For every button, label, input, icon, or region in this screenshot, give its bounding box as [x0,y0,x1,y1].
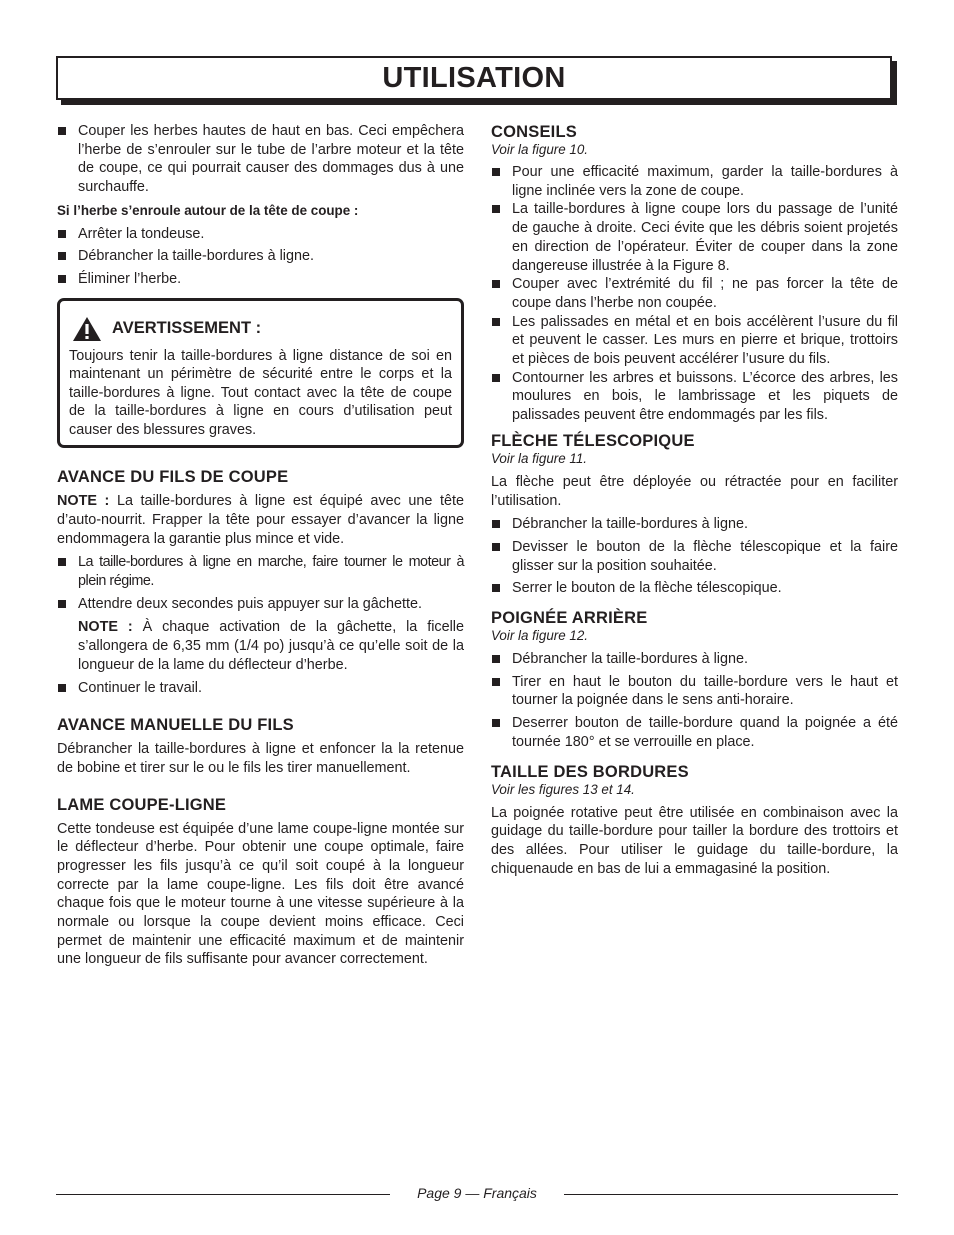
section-heading-manual: AVANCE MANUELLE DU FILS [57,716,294,735]
list-item: Débrancher la taille-bordures à ligne. [491,650,898,669]
section-heading-blade: LAME COUPE-LIGNE [57,795,227,814]
page-title-banner [56,56,892,100]
list-item: Débrancher la taille-bordures à ligne. [57,247,464,266]
list-item: Couper les herbes hautes de haut en bas. Ceci empêchera l’herbe de s’enrouler sur le tube de l’arbre moteur et la tête de coupe, ce qui pourrait causer des dommages dus à une surchauffe. [57,122,464,197]
list-item: Contourner les arbres et buissons. L’écorce des arbres, les moulures en bois, le lambrissage et les piquets de palissades peuvent être endommagés par les fils. [491,369,898,425]
bullet-square-icon [58,127,66,135]
intro-list [57,122,464,197]
section-heading-telescopic: FLÈCHE TÉLESCOPIQUE [491,431,695,450]
figure-reference: Voir la figure 12. [491,628,589,644]
footer-rule-right [564,1194,898,1195]
list-item: Deserrer bouton de taille-bordure quand la poignée a été tournée 180° et se verrouille en place. [491,714,898,751]
rear-handle-list [491,650,898,752]
list-item: La taille-bordures à ligne coupe lors du passage de l’unité de gauche à droite. Ceci évite que les débris soient projetés en direction de l’opérateur. Éviter de couper dans la zone dangereuse illustrée à la Figure 8. [491,200,898,275]
bullet-square-icon [58,600,66,608]
figure-reference: Voir la figure 11. [491,450,588,466]
bullet-square-icon [492,678,500,686]
bullet-square-icon [492,318,500,326]
bullet-square-icon [492,280,500,288]
telescopic-list [491,515,898,598]
bullet-square-icon [492,205,500,213]
page-number: Page 9 — Français [417,1185,537,1201]
right-column [491,122,898,878]
bullet-square-icon [492,543,500,551]
figure-reference: Voir les figures 13 et 14. [491,781,635,797]
footer-rule-left [56,1194,390,1195]
feed-list [57,553,464,613]
warning-box [57,298,464,449]
section-heading-feed: AVANCE DU FILS DE COUPE [57,468,289,487]
list-item: Pour une efficacité maximum, garder la taille-bordures à ligne inclinée vers la zone de coupe. [491,163,898,200]
warning-title: AVERTISSEMENT : [112,319,262,338]
warning-triangle-icon [72,316,102,342]
bullet-square-icon [492,719,500,727]
bullet-square-icon [58,252,66,260]
list-item: Tirer en haut le bouton du taille-bordure vers le haut et tourner la poignée dans le sens anti-horaire. [491,673,898,710]
list-item: La taille-bordures à ligne en marche, faire tourner le moteur à plein régime. [57,553,464,590]
bullet-square-icon [58,558,66,566]
list-item: Couper avec l’extrémité du fil ; ne pas forcer la tête de coupe dans l’herbe non coupée. [491,275,898,312]
bullet-square-icon [492,374,500,382]
warning-header [69,316,452,342]
feed-list-end [57,679,464,698]
bullet-square-icon [58,275,66,283]
list-item: Devisser le bouton de la flèche télescopique et la faire glisser sur la position souhaitée. [491,538,898,575]
list-item: Attendre deux secondes puis appuyer sur la gâchette. [57,595,464,614]
section-heading-rear-handle: POIGNÉE ARRIÈRE [491,609,648,628]
warning-text: Toujours tenir la taille-bordures à ligne distance de soi en maintenant un périmètre de sécurité entre le corps et la taille-bordures à ligne. Tout contact avec la tête de coupe de la taille-bordures à ligne en cours d’utilisation peut causer des blessures graves. [69,347,452,438]
left-column [57,122,464,969]
list-item: Débrancher la taille-bordures à ligne. [491,515,898,534]
manual-text: Débrancher la taille-bordures à ligne et enfoncer la la retenue de bobine et tirer sur le ou le fils les tirer manuellement. [57,741,464,776]
edging-text: La poignée rotative peut être utilisée en combinaison avec la guidage du taille-bordure pour tailler la bordure des trottoirs et des allées. Pour utiliser le guidage du taille-bordure, la chiquenaude en bas de lui a emmagasiné la position. [491,804,898,877]
section-heading-edging: TAILLE DES BORDURES [491,762,689,781]
telescopic-text: La flèche peut être déployée ou rétractée pour en faciliter l’utilisation. [491,473,898,509]
figure-reference: Voir la figure 10. [491,142,589,157]
blade-text: Cette tondeuse est équipée d’une lame coupe-ligne montée sur le déflecteur d’herbe. Pour obtenir une coupe optimale, faire progresser les fils jusqu’à ce qu’il soit coupé à la longueur correcte par la lame coupe-ligne. Les fils doit être avancé chaque fois que le moteur tourne à une vitesse supérieure à la normale ou lorsque la coupe devient moins efficace. Ceci permet de maintenir une efficacité maximum et de maintenir une longueur de fils suffisante pour avancer correctement. [57,820,464,968]
list-item: Serrer le bouton de la flèche télescopique. [491,579,898,598]
feed-sub-note: NOTE : À chaque activation de la gâchette, la ficelle s’allongera de 6,35 mm (1/4 po) jusqu’à ce qu’elle soit de la longueur de la lame du déflecteur d’herbe. [78,619,465,673]
wrap-list [57,225,464,289]
list-item: Les palissades en métal et en bois accélèrent l’usure du fil et peuvent le casser. Les murs en pierre et brique, trottoirs et pièces de bois peuvent accélérer l’usure du fils. [491,313,898,369]
list-item: Éliminer l’herbe. [57,270,464,289]
page-title: UTILISATION [382,62,566,94]
bullet-square-icon [492,168,500,176]
tips-list [491,163,898,425]
bullet-square-icon [492,520,500,528]
section-heading-tips: CONSEILS [491,123,577,141]
bullet-square-icon [492,584,500,592]
feed-note: NOTE : La taille-bordures à ligne est équipé avec une tête d’auto-nourrit. Frapper la tête pour essayer d’avancer la ligne endommagera la garantie plus mince et vide. [57,493,465,547]
list-item: Continuer le travail. [57,679,464,698]
wrap-heading: Si l’herbe s’enroule autour de la tête de coupe : [57,202,359,218]
bullet-square-icon [58,684,66,692]
title-box [56,56,892,100]
bullet-square-icon [492,655,500,663]
list-item: Arrêter la tondeuse. [57,225,464,244]
bullet-square-icon [58,230,66,238]
